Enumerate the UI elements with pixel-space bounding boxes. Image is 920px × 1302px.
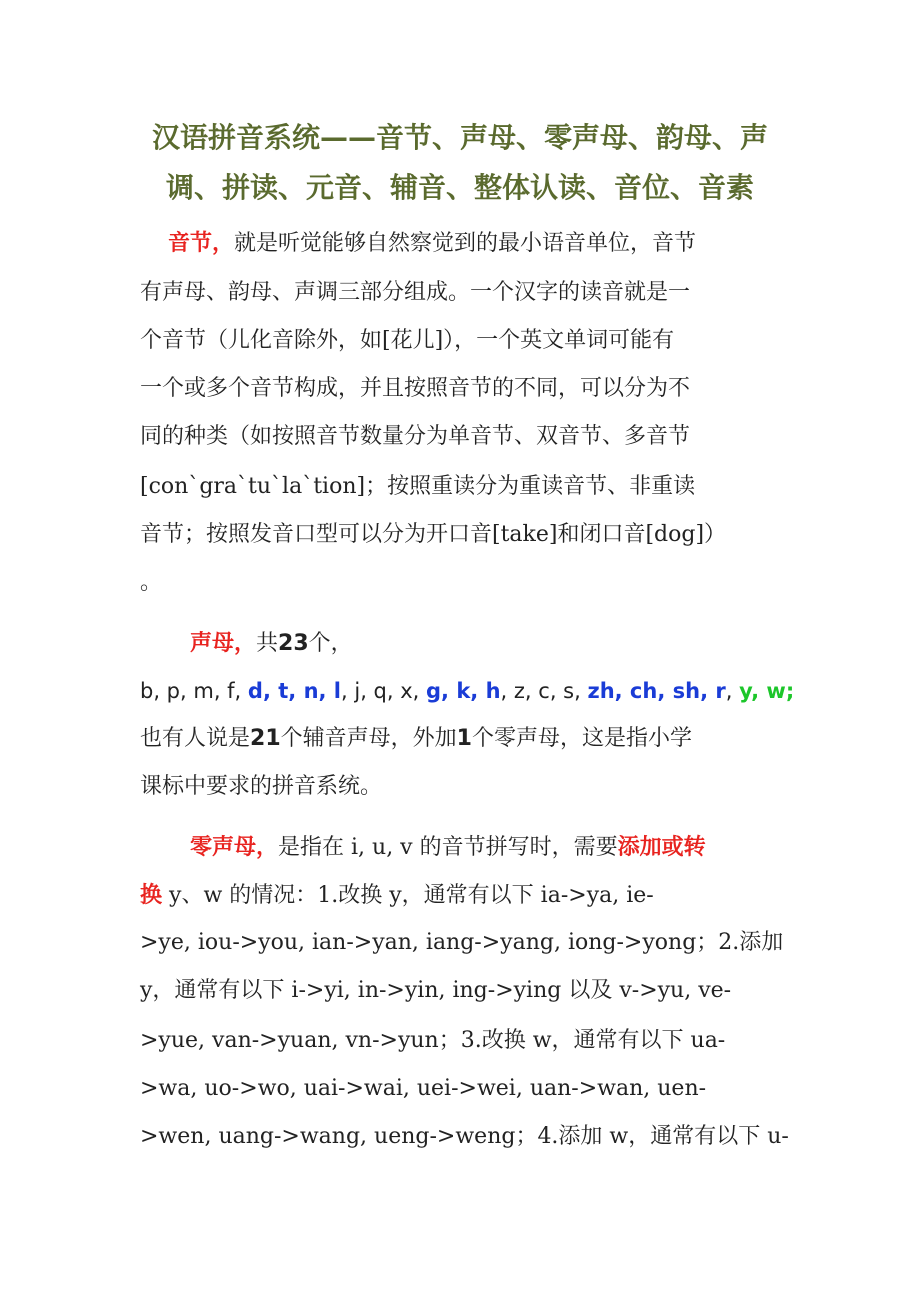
zero-initials-term: 零声母，	[190, 834, 279, 860]
syllable-paragraph-line-1	[168, 228, 696, 259]
zero-initials-text-line: >wen, uang->wang, ueng->weng；4.添加 w，通常有以下 u-	[140, 1124, 789, 1149]
syllable-text-line: [con`gra`tu`la`tion]；按照重读分为重读音节、非重读	[140, 474, 696, 499]
initials-heading-line	[190, 628, 353, 659]
zero-initials-text-line: y，通常有以下 i->yi, in->yin, ing->ying 以及 v->yu, ve-	[140, 978, 732, 1003]
initials-note-number: 21	[250, 726, 281, 751]
zero-initials-line-1	[190, 832, 706, 863]
zero-initials-text: 是指在 i, u, v 的音节拼写时，需要	[278, 835, 618, 860]
zero-initials-line-2	[140, 880, 654, 911]
initials-note-text: 也有人说是	[140, 726, 251, 751]
initials-list-part: , j, q, x,	[341, 679, 427, 703]
initials-term: 声母，	[190, 630, 257, 656]
initials-list-green: y, w;	[739, 679, 795, 703]
document-title-line-1: 汉语拼音系统——音节、声母、零声母、韵母、声	[151, 121, 768, 154]
syllable-text-line: 个音节（儿化音除外，如[花儿]），一个英文单词可能有	[140, 328, 675, 353]
zero-initials-highlight: 添加或转	[617, 834, 706, 860]
syllable-text-line: 。	[140, 570, 163, 595]
syllable-text-line: 一个或多个音节构成，并且按照音节的不同，可以分为不	[140, 376, 691, 401]
initials-note-number: 1	[456, 726, 472, 751]
initials-count: 23	[278, 631, 309, 656]
initials-list-part: b, p, m, f,	[140, 679, 248, 703]
syllable-term: 音节，	[168, 230, 235, 256]
initials-note-text: 个零声母，这是指小学	[471, 726, 692, 751]
syllable-text-line: 有声母、韵母、声调三部分组成。一个汉字的读音就是一	[140, 280, 691, 305]
syllable-text-line: 就是听觉能够自然察觉到的最小语音单位，音节	[234, 231, 697, 256]
initials-list-part: , z, c, s,	[500, 679, 588, 703]
initials-list-blue: g, k, h	[426, 679, 501, 703]
syllable-text-line: 音节；按照发音口型可以分为开口音[take]和闭口音[dog]）	[140, 522, 727, 547]
initials-count-prefix: 共	[256, 631, 279, 656]
zero-initials-highlight: 换	[140, 882, 163, 908]
initials-note-line-1	[140, 724, 692, 754]
zero-initials-text: y、w 的情况：1.改换 y，通常有以下 ia->ya, ie-	[162, 883, 654, 908]
initials-note-line-2: 课标中要求的拼音系统。	[140, 774, 383, 799]
syllable-text-line: 同的种类（如按照音节数量分为单音节、双音节、多音节	[140, 424, 691, 449]
zero-initials-text-line: >yue, van->yuan, vn->yun；3.改换 w，通常有以下 ua-	[140, 1028, 726, 1053]
document-title-line-2: 调、拼读、元音、辅音、整体认读、音位、音素	[165, 171, 754, 204]
initials-list-blue: zh, ch, sh, r	[587, 679, 726, 703]
initials-list-part: ,	[725, 679, 740, 703]
initials-count-suffix: 个，	[308, 631, 353, 656]
initials-list	[140, 676, 794, 706]
initials-list-blue: d, t, n, l	[247, 679, 342, 703]
zero-initials-text-line: >ye, iou->you, ian->yan, iang->yang, iong->yong；2.添加	[140, 930, 784, 955]
zero-initials-text-line: >wa, uo->wo, uai->wai, uei->wei, uan->wan, uen-	[140, 1076, 707, 1101]
initials-note-text: 个辅音声母，外加	[280, 726, 457, 751]
